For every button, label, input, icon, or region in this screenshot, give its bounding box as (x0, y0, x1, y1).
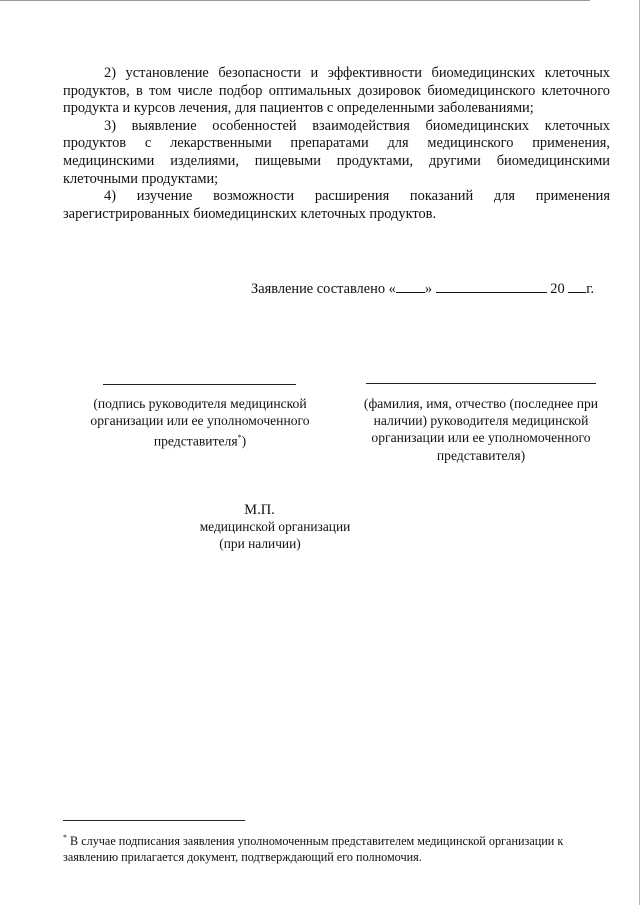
paragraph-item-3: 3) выявление особенностей взаимодействия биомедицинских клеточных продуктов с лекарственными препаратами для медицинского применения, медицинскими изделиями, пищевыми продуктами, другими биомедицинскими клеточными продуктами; (63, 117, 610, 187)
footnote-text: В случае подписания заявления уполномоченным представителем медицинской организации к заявлению прилагается документ, подтверждающий его полномочия. (63, 834, 564, 865)
name-line (366, 383, 596, 384)
name-caption-line4: представителя) (436, 447, 526, 463)
document-body (63, 65, 610, 223)
stamp-label: М.П. (244, 502, 275, 518)
scan-edge-top (0, 0, 590, 1)
footnote-separator (63, 820, 245, 821)
footnote-marker: * (63, 833, 67, 842)
year-blank (568, 279, 586, 293)
stamp-organization: медицинской организации (199, 518, 351, 534)
day-blank (396, 279, 425, 293)
name-caption-line1: (фамилия, имя, отчество (последнее при (363, 396, 599, 411)
statement-date-line (251, 279, 611, 298)
signature-caption-line2: организации или ее уполномоченного (90, 413, 310, 429)
name-caption-line3: организации или ее уполномоченного (371, 430, 591, 446)
footnote (63, 830, 610, 865)
name-caption-line2: наличии) руководителя медицинской (373, 413, 589, 429)
month-blank (436, 279, 547, 293)
name-caption (340, 395, 622, 464)
signature-caption-close: ) (241, 433, 247, 449)
footnote-mark: * (237, 433, 242, 443)
stamp-place (195, 502, 355, 552)
paragraph-item-2: 2) установление безопасности и эффективности биомедицинских клеточных продуктов, в том числе подбор оптимальных дозировок биомедицинского клеточного продукта и курсов лечения, для пациентов с определенными заболеваниями; (63, 65, 610, 117)
statement-suffix: г. (586, 281, 595, 297)
paragraph-item-4: 4) изучение возможности расширения показаний для применения зарегистрированных биомедицинских клеточных продуктов. (63, 188, 610, 222)
signature-caption (66, 395, 334, 450)
signature-caption-line3-wrap (66, 429, 334, 450)
statement-quote-close: » (424, 281, 433, 297)
statement-year-prefix: 20 (550, 281, 565, 297)
stamp-availability: (при наличии) (219, 535, 301, 551)
signature-caption-line1: (подпись руководителя медицинской (93, 396, 307, 411)
statement-prefix: Заявление составлено « (251, 281, 396, 297)
signature-caption-line3: представителя (153, 433, 238, 449)
signature-line (103, 384, 296, 385)
